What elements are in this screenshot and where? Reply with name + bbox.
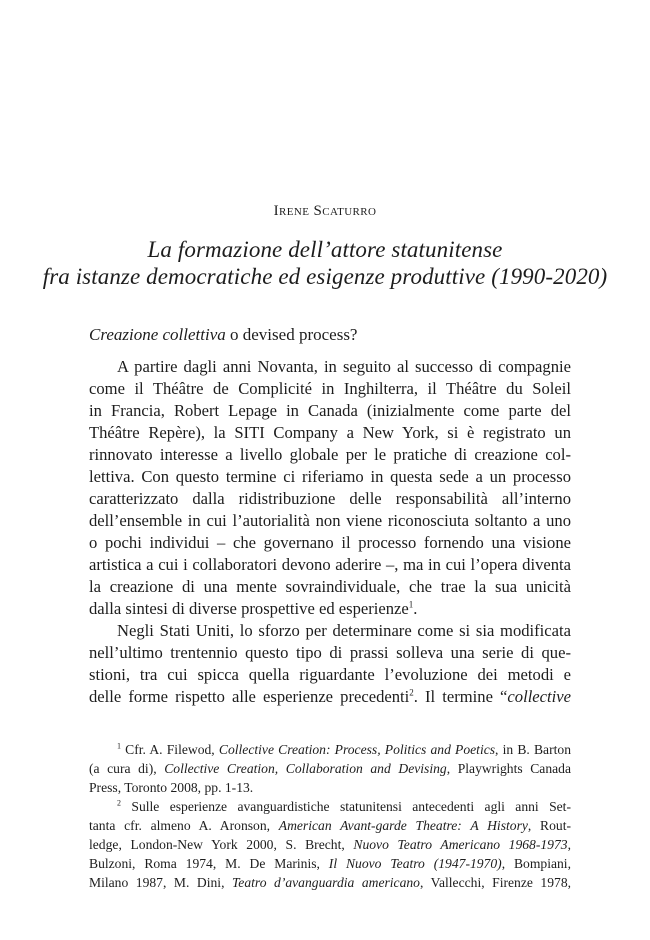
footnote-text: tanta cfr. almeno A. Aronson, bbox=[89, 818, 279, 833]
footnote-title: Collective Creation: Process, Politics and Poetics bbox=[218, 742, 496, 757]
chapter-title-line-1: La formazione dell’attore statunitense bbox=[147, 237, 503, 262]
body-line: artistica a cui i collaboratori devono aderire –, ma in cui l’opera diventa bbox=[89, 555, 571, 574]
footnote-text: , bbox=[567, 837, 571, 852]
body-line: A partire dagli anni Novanta, in seguito al successo di compagnie bbox=[117, 357, 571, 376]
body-line-text: dalla sintesi di diverse prospettive ed esperienze bbox=[89, 599, 409, 618]
footnote-text: Cfr. A. Filewod, bbox=[125, 742, 219, 757]
body-line: nell’ultimo trentennio questo tipo di prassi solleva una serie di que- bbox=[89, 643, 571, 662]
footnote-text: Bulzoni, Roma 1974, M. De Marinis, bbox=[89, 856, 329, 871]
footnote-number-1: 1 bbox=[117, 741, 121, 751]
body-line bbox=[89, 598, 571, 620]
body-line: caratterizzato dalla ridistribuzione delle responsabilità all’interno bbox=[89, 489, 571, 508]
footnote-text: ledge, London-New York 2000, S. Brecht, bbox=[89, 837, 354, 852]
body-line: lettiva. Con questo termine ci riferiamo in questa sede a un processo bbox=[89, 467, 571, 486]
footnote-1-line bbox=[89, 759, 571, 778]
body-line: rinnovato interesse a livello globale per le pratiche di creazione col- bbox=[89, 445, 571, 464]
body-line: Negli Stati Uniti, lo sforzo per determinare come si sia modificata bbox=[117, 621, 571, 640]
footnote-text: , in B. Barton bbox=[495, 742, 571, 757]
footnote-text: , Bompiani, bbox=[501, 856, 571, 871]
footnote-2-line bbox=[89, 854, 571, 873]
section-heading-italic: Creazione collettiva bbox=[89, 325, 226, 344]
body-line: o pochi individui – che governano il processo fornendo una visione bbox=[89, 533, 571, 552]
chapter-title-line-2: fra istanze democratiche ed esigenze produttive (1990-2020) bbox=[42, 264, 608, 289]
body-line: in Francia, Robert Lepage in Canada (inizialmente come parte del bbox=[89, 401, 571, 420]
footnote-ref-1[interactable]: 1 bbox=[408, 599, 414, 610]
body-line: la creazione di una mente sovraindividuale, che trae la sua unicità bbox=[89, 577, 571, 596]
body-line: dell’ensemble in cui l’autorialità non viene riconosciuta soltanto a uno bbox=[89, 511, 571, 530]
footnote-text: Sulle esperienze avanguardistiche statunitensi antecedenti agli anni Set- bbox=[131, 799, 571, 814]
footnote-1-line: Press, Toronto 2008, pp. 1-13. bbox=[89, 780, 254, 795]
body-line: stioni, tra cui spicca quella riguardante l’evoluzione dei metodi e bbox=[89, 665, 571, 684]
section-heading-plain: devised process? bbox=[242, 325, 358, 344]
author-name: Irene Scaturro bbox=[273, 203, 377, 219]
body-line-end: . bbox=[413, 599, 418, 618]
footnote-title: Il Nuovo Teatro (1947-1970) bbox=[328, 856, 502, 871]
section-heading bbox=[89, 325, 569, 345]
footnote-2-line bbox=[89, 835, 571, 854]
footnote-text: , Vallecchi, Firenze 1978, bbox=[419, 875, 572, 890]
footnote-title: American Avant-garde Theatre: A History bbox=[278, 818, 528, 833]
footnote-text: , Rout- bbox=[527, 818, 572, 833]
footnote-2-line bbox=[89, 816, 571, 835]
footnote-text: (a cura di), bbox=[89, 761, 165, 776]
section-heading-connector: o bbox=[225, 325, 243, 344]
footnote-2-line bbox=[89, 873, 571, 892]
footnote-text: , Playwrights Canada bbox=[446, 761, 571, 776]
footnote-number-2: 2 bbox=[117, 798, 121, 808]
footnote-1-line bbox=[117, 740, 571, 759]
body-line-mid: . Il termine “ bbox=[413, 687, 508, 706]
footnote-title: Collective Creation, Collaboration and Devising bbox=[164, 761, 447, 776]
footnote-title: Nuovo Teatro Americano 1968-1973 bbox=[353, 837, 568, 852]
footnote-ref-2[interactable]: 2 bbox=[409, 687, 414, 698]
body-line-italic: collective bbox=[507, 687, 571, 706]
footnote-text: Milano 1987, M. Dini, bbox=[89, 875, 232, 890]
footnote-title: Teatro d’avanguardia americano bbox=[232, 875, 420, 890]
body-line-text: delle forme rispetto alle esperienze precedenti bbox=[89, 687, 410, 706]
footnote-2-line bbox=[117, 797, 571, 816]
body-line: Théâtre Repère), la SITI Company a New York, si è registrato un bbox=[89, 423, 571, 442]
body-line: come il Théâtre de Complicité in Inghilterra, il Théâtre du Soleil bbox=[89, 379, 571, 398]
body-line bbox=[89, 686, 571, 708]
